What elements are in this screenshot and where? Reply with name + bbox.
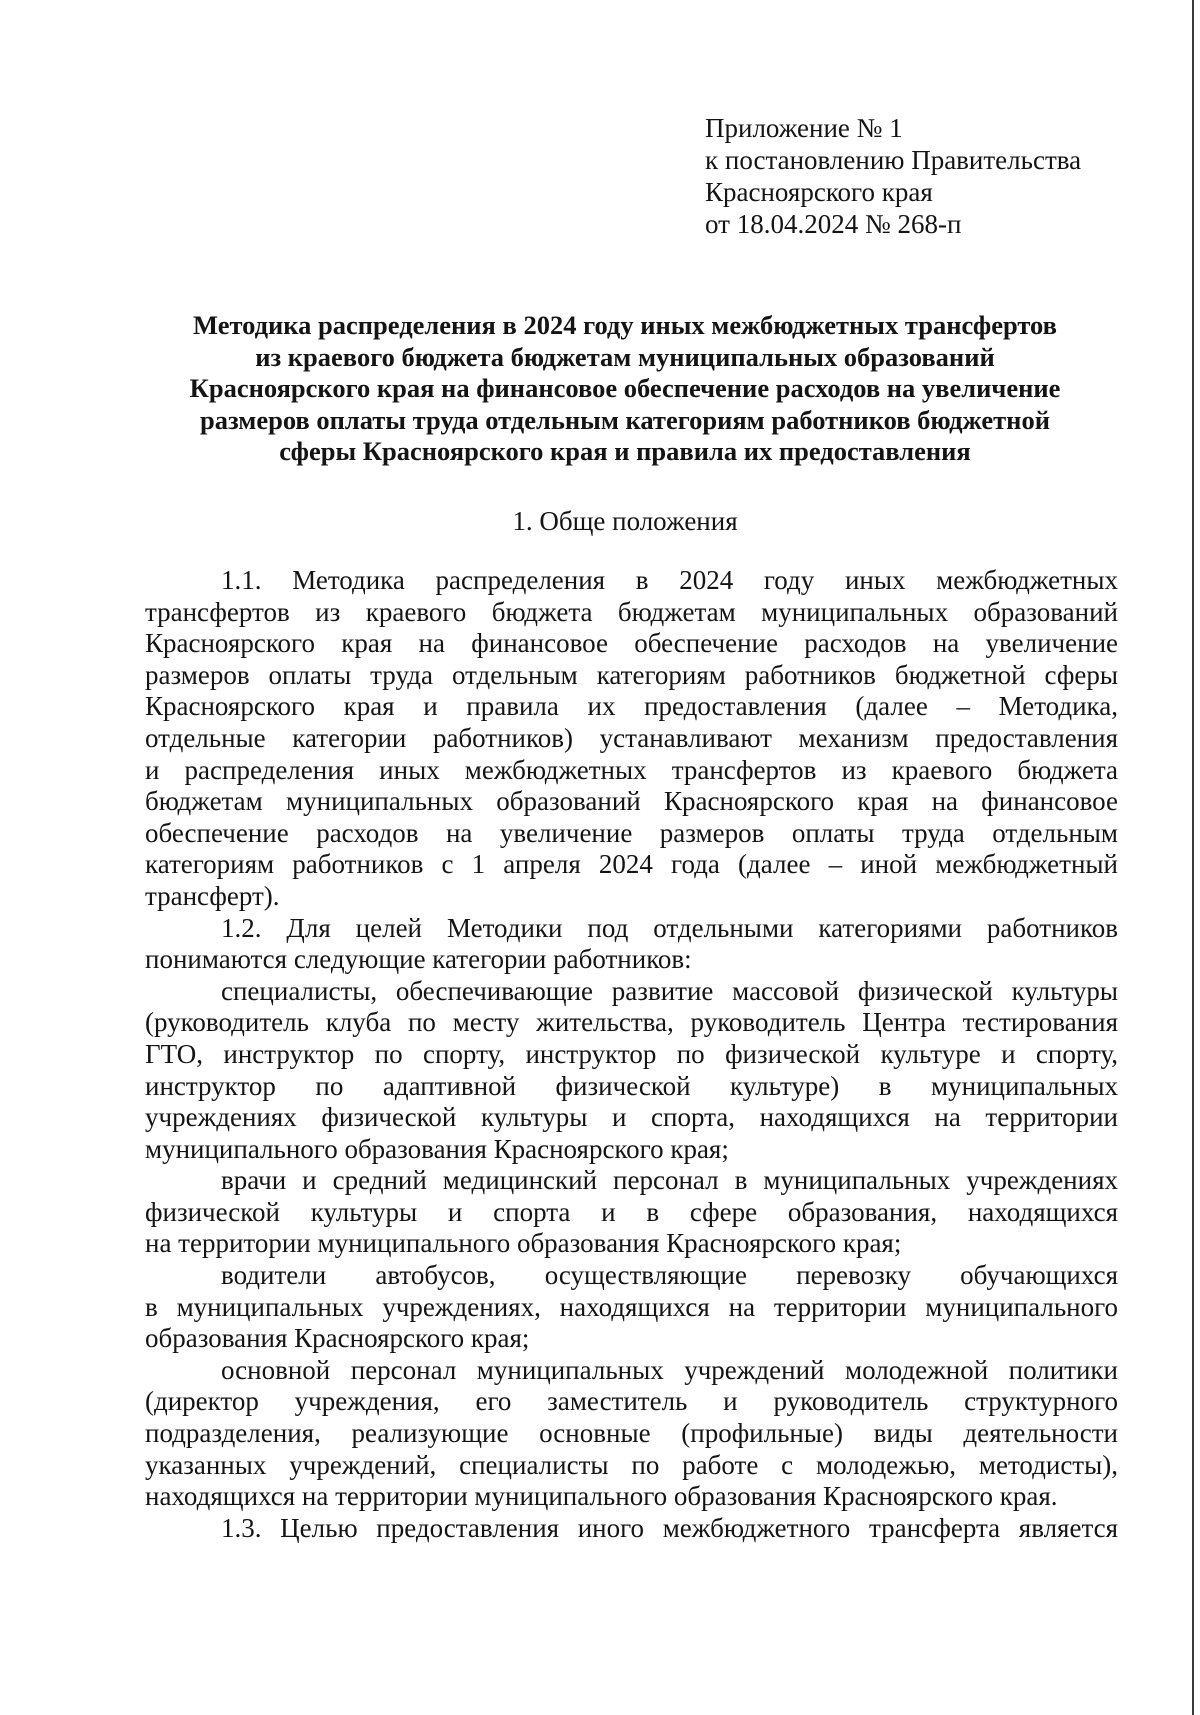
text-line: ГТО, инструктор по спорту, инструктор по физической культуре и спорту, (145, 1038, 1118, 1069)
appendix-header (705, 112, 1081, 240)
page-edge-line (1192, 0, 1194, 1715)
text-line: отдельные категории работников) устанавливают механизм предоставления (145, 722, 1118, 753)
list-item-specialists (145, 976, 1118, 1166)
title-line: размеров оплаты труда отдельным категориям работников бюджетной (200, 404, 1050, 435)
document-title (145, 310, 1105, 468)
text-line: (директор учреждения, его заместитель и руководитель структурного (145, 1386, 1118, 1417)
text-line: 1.3. Целью предоставления иного межбюджетного трансферта является (221, 1512, 1118, 1543)
text-line: и распределения иных межбюджетных трансфертов из краевого бюджета (145, 754, 1118, 785)
title-line: сферы Красноярского края и правила их предоставления (279, 436, 971, 466)
text-line: учреждениях физической культуры и спорта, находящихся на территории (145, 1102, 1118, 1133)
list-item-doctors (145, 1165, 1118, 1260)
appendix-line: Красноярского края (705, 177, 933, 207)
title-line: из краевого бюджета бюджетам муниципальных образований (255, 341, 995, 372)
text-line: бюджетам муниципальных образований Красноярского края на финансовое (145, 786, 1118, 817)
text-line: в муниципальных учреждениях, находящихся на территории муниципального (145, 1291, 1118, 1322)
text-line: указанных учреждений, специалисты по работе с молодежью, методисты), (145, 1449, 1118, 1480)
text-line: Красноярского края и правила их предоставления (далее – Методика, (145, 691, 1118, 722)
text-line: подразделения, реализующие основные (профильные) виды деятельности (145, 1418, 1118, 1449)
appendix-line: Приложение № 1 (705, 113, 903, 143)
text-line: основной персонал муниципальных учреждений молодежной политики (221, 1354, 1118, 1385)
text-line: на территории муниципального образования Красноярского края; (145, 1228, 902, 1259)
text-line: водители автобусов, осуществляющие перевозку обучающихся (221, 1260, 1118, 1291)
appendix-line: от 18.04.2024 № 268-п (705, 209, 962, 239)
text-line: 1.2. Для целей Методики под отдельными категориями работников (221, 912, 1118, 943)
text-line: врачи и средний медицинский персонал в муниципальных учреждениях (221, 1165, 1118, 1196)
text-line: размеров оплаты труда отдельным категориям работников бюджетной сферы (145, 659, 1118, 690)
appendix-line: к постановлению Правительства (705, 145, 1082, 175)
text-line: трансферт). (145, 880, 280, 911)
text-line: 1.1. Методика распределения в 2024 году иных межбюджетных (221, 565, 1118, 595)
text-line: специалисты, обеспечивающие развитие массовой физической культуры (221, 975, 1118, 1006)
paragraph-1-1 (145, 565, 1118, 913)
text-line: понимаются следующие категории работников: (145, 944, 692, 975)
text-line: Красноярского края на финансовое обеспечение расходов на увеличение (145, 628, 1118, 659)
paragraph-1-3 (145, 1513, 1118, 1545)
text-line: образования Красноярского края; (145, 1323, 530, 1354)
list-item-drivers (145, 1260, 1118, 1355)
text-line: обеспечение расходов на увеличение размеров оплаты труда отдельным (145, 817, 1118, 848)
text-line: категориям работников с 1 апреля 2024 года (далее – иной межбюджетный (145, 849, 1118, 880)
paragraph-1-2 (145, 913, 1118, 976)
title-line: Методика распределения в 2024 году иных межбюджетных трансфертов (193, 310, 1057, 340)
text-line: находящихся на территории муниципального образования Красноярского края. (145, 1481, 1058, 1512)
document-body (145, 565, 1118, 1544)
text-line: физической культуры и спорта и в сфере образования, находящихся (145, 1196, 1118, 1227)
text-line: муниципального образования Красноярского края; (145, 1133, 729, 1164)
text-line: инструктор по адаптивной физической культуре) в муниципальных (145, 1070, 1118, 1101)
text-line: трансфертов из краевого бюджета бюджетам муниципальных образований (145, 596, 1118, 627)
section-heading: 1. Обще положения (512, 506, 738, 536)
list-item-youth-staff (145, 1355, 1118, 1513)
title-line: Красноярского края на финансовое обеспечение расходов на увеличение (189, 373, 1061, 403)
text-line: (руководитель клуба по месту жительства, руководитель Центра тестирования (145, 1007, 1118, 1038)
